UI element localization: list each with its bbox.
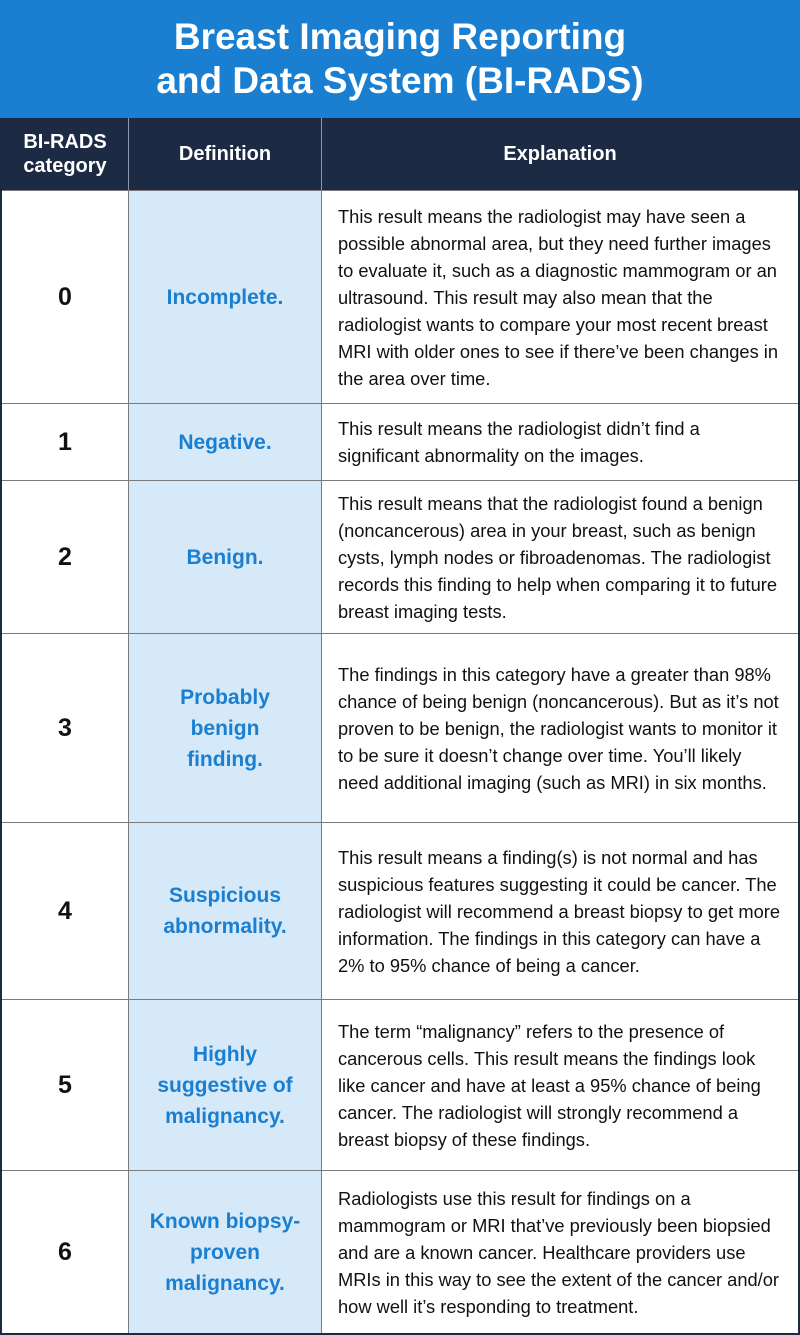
definition-text: Incomplete. (166, 285, 284, 309)
definition-text: Benign. (186, 545, 264, 569)
header-definition: Definition (129, 118, 322, 190)
explanation-cell (322, 1171, 798, 1333)
definition-cell (129, 481, 322, 633)
category-cell: 2 (2, 481, 129, 633)
explanation-text: Radiologists use this result for findings on a mammogram or MRI that’ve previously been biopsied and are a known cancer. Healthcare providers use MRIs in this way to see the extent of the cancer and/or how well it’s responding to treatment. (338, 1187, 780, 1317)
definition-cell (129, 1171, 322, 1333)
explanation-cell (322, 1000, 798, 1170)
explanation-text: This result means the radiologist may have seen a possible abnormal area, but they need further images to evaluate it, such as a diagnostic mammogram or an ultrasound. This result may also mean that the radiologist wants to compare your most recent breast MRI with older ones to see if there’ve been changes in the area over time. (338, 205, 779, 389)
definition-text: Known biopsy-proven malignancy. (149, 1209, 301, 1295)
definition-text: Highly suggestive of malignancy. (157, 1042, 293, 1128)
explanation-cell (322, 634, 798, 822)
category-cell: 3 (2, 634, 129, 822)
table-row (2, 480, 798, 633)
table-row (2, 633, 798, 822)
category-cell: 4 (2, 823, 129, 999)
definition-cell (129, 1000, 322, 1170)
category-cell: 5 (2, 1000, 129, 1170)
definition-text: Suspicious abnormality. (163, 884, 287, 938)
explanation-text: This result means the radiologist didn’t find a significant abnormality on the images. (338, 418, 700, 466)
table-row (2, 822, 798, 999)
bi-rads-table (0, 118, 800, 1335)
title-line-1: Breast Imaging Reporting (173, 16, 627, 57)
explanation-text: The findings in this category have a greater than 98% chance of being benign (noncancerous). But as it’s not proven to be benign, the radiologist wants to monitor it to be sure it doesn’t change over time. You’ll likely need additional imaging (such as MRI) in six months. (338, 663, 779, 793)
table-row (2, 1170, 798, 1333)
category-cell: 1 (2, 404, 129, 480)
explanation-text: This result means a finding(s) is not normal and has suspicious features suggesting it could be cancer. The radiologist will recommend a breast biopsy to get more information. The findings in this category can have a 2% to 95% chance of being a cancer. (338, 846, 780, 976)
definition-text: Probably benign finding. (180, 685, 270, 771)
definition-cell (129, 191, 322, 403)
category-cell: 0 (2, 191, 129, 403)
explanation-text: This result means that the radiologist found a benign (noncancerous) area in your breast, such as benign cysts, lymph nodes or fibroadenomas. The radiologist records this finding to help when comparing it to future breast imaging tests. (338, 492, 777, 622)
category-cell: 6 (2, 1171, 129, 1333)
definition-cell (129, 634, 322, 822)
definition-text: Negative. (178, 430, 272, 454)
header-category: BI-RADS category (2, 118, 129, 190)
explanation-text: The term “malignancy” refers to the presence of cancerous cells. This result means the findings look like cancer and have at least a 95% chance of being cancer. The radiologist will strongly recommend a breast biopsy of these findings. (338, 1020, 761, 1150)
explanation-cell (322, 823, 798, 999)
table-row (2, 999, 798, 1170)
title-banner (0, 0, 800, 118)
title-line-2: and Data System (BI-RADS) (156, 60, 644, 101)
table-row (2, 403, 798, 480)
definition-cell (129, 404, 322, 480)
definition-cell (129, 823, 322, 999)
explanation-cell (322, 404, 798, 480)
explanation-cell (322, 481, 798, 633)
header-explanation: Explanation (503, 143, 617, 165)
explanation-cell (322, 191, 798, 403)
table-row (2, 190, 798, 403)
table-header-row (2, 118, 798, 190)
